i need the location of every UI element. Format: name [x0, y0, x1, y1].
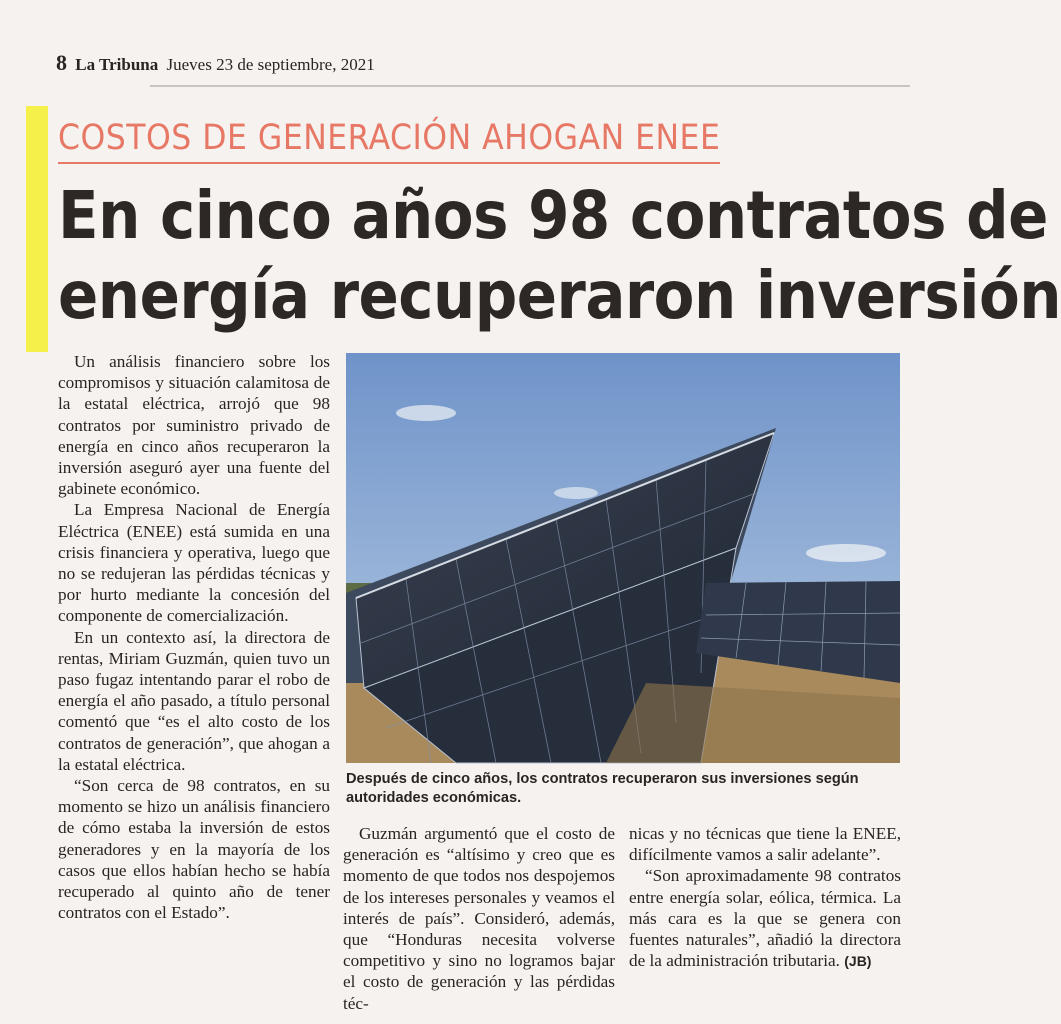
solar-panels-photo [346, 353, 900, 763]
author-signature: (JB) [844, 953, 872, 970]
right-column [629, 823, 901, 972]
header-rule [150, 85, 910, 87]
issue-date: Jueves 23 de septiembre, 2021 [166, 55, 375, 74]
paragraph: “Son cerca de 98 contratos, en su momento se hizo un análisis financiero de cómo estaba la inversión de estos generadores y en la mayoría de los casos que ellos habían hecho se había recuperado al quinto año de tener contratos con el Estado”. [58, 776, 330, 923]
headline [58, 176, 1061, 336]
paragraph [629, 865, 901, 972]
left-column [58, 351, 330, 923]
highlight-marker [26, 106, 48, 352]
paragraph-continuation: nicas y no técnicas que tiene la ENEE, difícilmente vamos a salir adelante”. [629, 824, 901, 865]
paragraph: Un análisis financiero sobre los compromisos y situación calamitosa de la estatal eléctrica, arrojó que 98 contratos por suministro privado de energía en cinco años recuperaron la inversión aseguró ayer una fuente del gabinete económico. [58, 352, 330, 499]
kicker: COSTOS DE GENERACIÓN AHOGAN ENEE [58, 116, 720, 164]
middle-column [343, 823, 615, 1014]
paragraph: La Empresa Nacional de Energía Eléctrica (ENEE) está sumida en una crisis financiera y operativa, luego que no se redujeran las pérdidas técnicas y por hurto mediante la concesión del componente de comercialización. [58, 500, 330, 626]
headline-line-2: energía recuperaron inversión [58, 257, 1061, 334]
photo-caption: Después de cinco años, los contratos recuperaron sus inversiones según autoridades económicas. [346, 771, 859, 806]
paragraph: Guzmán argumentó que el costo de generación es “altísimo y creo que es momento de que todos nos despojemos de los intereses personales y veamos el interés de país”. Consideró, además, que “Honduras necesita volverse competitivo y sino no logramos bajar el costo de generación y las pérdidas téc- [343, 824, 615, 1013]
paper-name: La Tribuna [75, 55, 159, 74]
paragraph: En un contexto así, la directora de rentas, Miriam Guzmán, quien tuvo un paso fugaz intentando parar el robo de energía el año pasado, a título personal comentó que “es el alto costo de los contratos de generación”, que ahogan a la estatal eléctrica. [58, 627, 330, 774]
paragraph-text: “Son aproximadamente 98 contratos entre energía solar, eólica, térmica. La más cara es la que se genera con fuentes naturales”, añadió la directora de la administración tributaria. [629, 866, 901, 971]
page-number: 8 [56, 50, 67, 75]
headline-line-1: En cinco años 98 contratos de [58, 177, 1048, 254]
page-header [56, 50, 375, 76]
